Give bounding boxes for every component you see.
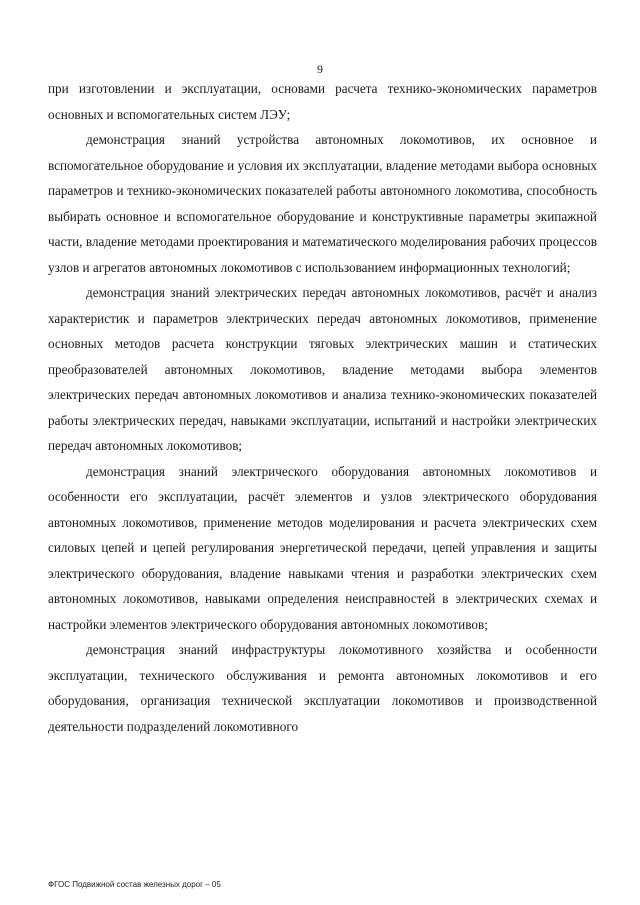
paragraph-infrastructure: демонстрация знаний инфраструктуры локомотивного хозяйства и особенности эксплуатации, технического обслуживания и ремонта автономных локомотивов и его оборудования, организация технической эксплуатации локомотивов и производственной деятельности подразделений локомотивного [48,642,597,734]
body-text [48,76,597,739]
page-number: 9 [317,62,323,76]
paragraph-electric-transmissions: демонстрация знаний электрических передач автономных локомотивов, расчёт и анализ характеристик и параметров электрических передач автономных локомотивов, применение основных методов расчета конструкции тяговых электрических машин и статических преобразователей автономных локомотивов, владение методами выбора элементов электрических передач автономных локомотивов и анализа технико-экономических показателей работы электрических передач, навыками эксплуатации, испытаний и настройки электрических передач автономных локомотивов; [48,285,597,453]
paragraph-electrical-equipment: демонстрация знаний электрического оборудования автономных локомотивов и особенности его эксплуатации, расчёт элементов и узлов электрического оборудования автономных локомотивов, применение методов моделирования и расчета электрических схем силовых цепей и цепей регулирования энергетической передачи, цепей управления и защиты электрического оборудования, владение навыками чтения и разработки электрических схем автономных локомотивов, навыками определения неисправностей в электрических схемах и настройки элементов электрического оборудования автономных локомотивов; [48,463,597,632]
page-footer: ФГОС Подвижной состав железных дорог – 05 [48,880,221,889]
paragraph-continuation: при изготовлении и эксплуатации, основами расчета технико-экономических параметров основных и вспомогательных систем ЛЭУ; [48,81,597,122]
paragraph-autonomous-locomotives: демонстрация знаний устройства автономных локомотивов, их основное и вспомогательное оборудование и условия их эксплуатации, владение методами выбора основных параметров и технико-экономических показателей работы автономного локомотива, способность выбирать основное и вспомогательное оборудование и конструктивные параметры экипажной части, владение методами проектирования и математического моделирования рабочих процессов узлов и агрегатов автономных локомотивов с использованием информационных технологий; [48,132,597,275]
